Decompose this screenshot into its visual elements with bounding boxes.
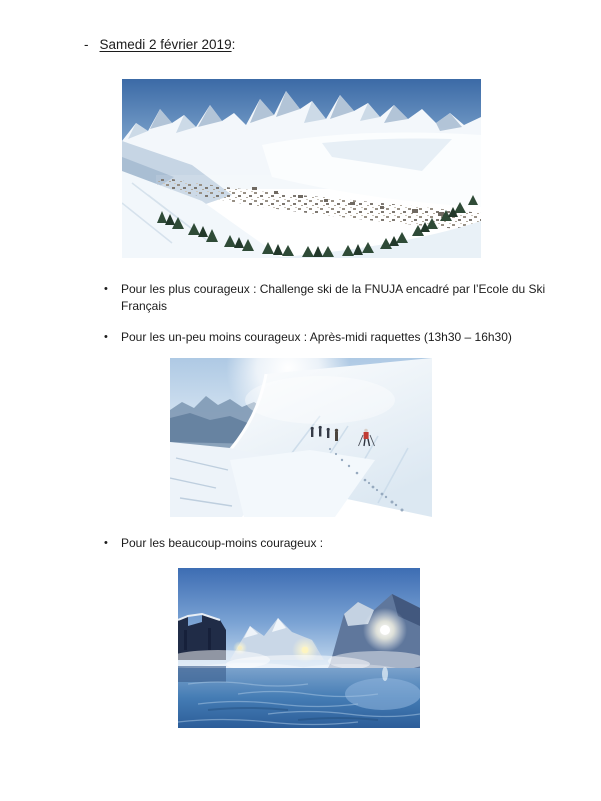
- heading-dash: -: [84, 37, 89, 52]
- outdoor-thermal-pool-photo: [178, 568, 420, 728]
- bullet-marker: •: [104, 537, 108, 549]
- snowshoe-hike-photo: [170, 358, 432, 517]
- bullet-text: Pour les un-peu moins courageux : Après-midi raquettes (13h30 – 16h30): [121, 330, 512, 344]
- bullet-text: Pour les beaucoup-moins courageux :: [121, 536, 324, 550]
- heading-line: [84, 36, 235, 54]
- bullet-item-ski-challenge: [104, 281, 556, 315]
- ski-resort-panorama-photo: [122, 79, 481, 258]
- bullet-item-raquettes: [104, 329, 556, 346]
- outdoor-thermal-pool-illustration: [178, 568, 420, 728]
- bullet-marker: •: [104, 331, 108, 343]
- bullet-text: Pour les plus courageux : Challenge ski de la FNUJA encadré par l’Ecole du Ski Français: [121, 282, 546, 313]
- ski-resort-panorama-illustration: [122, 79, 481, 258]
- heading-suffix: :: [231, 37, 236, 52]
- bullet-marker: •: [104, 283, 108, 295]
- bullet-item-pool: [104, 535, 556, 552]
- snowshoe-hike-illustration: [170, 358, 432, 517]
- page-title: Samedi 2 février 2019: [99, 37, 232, 52]
